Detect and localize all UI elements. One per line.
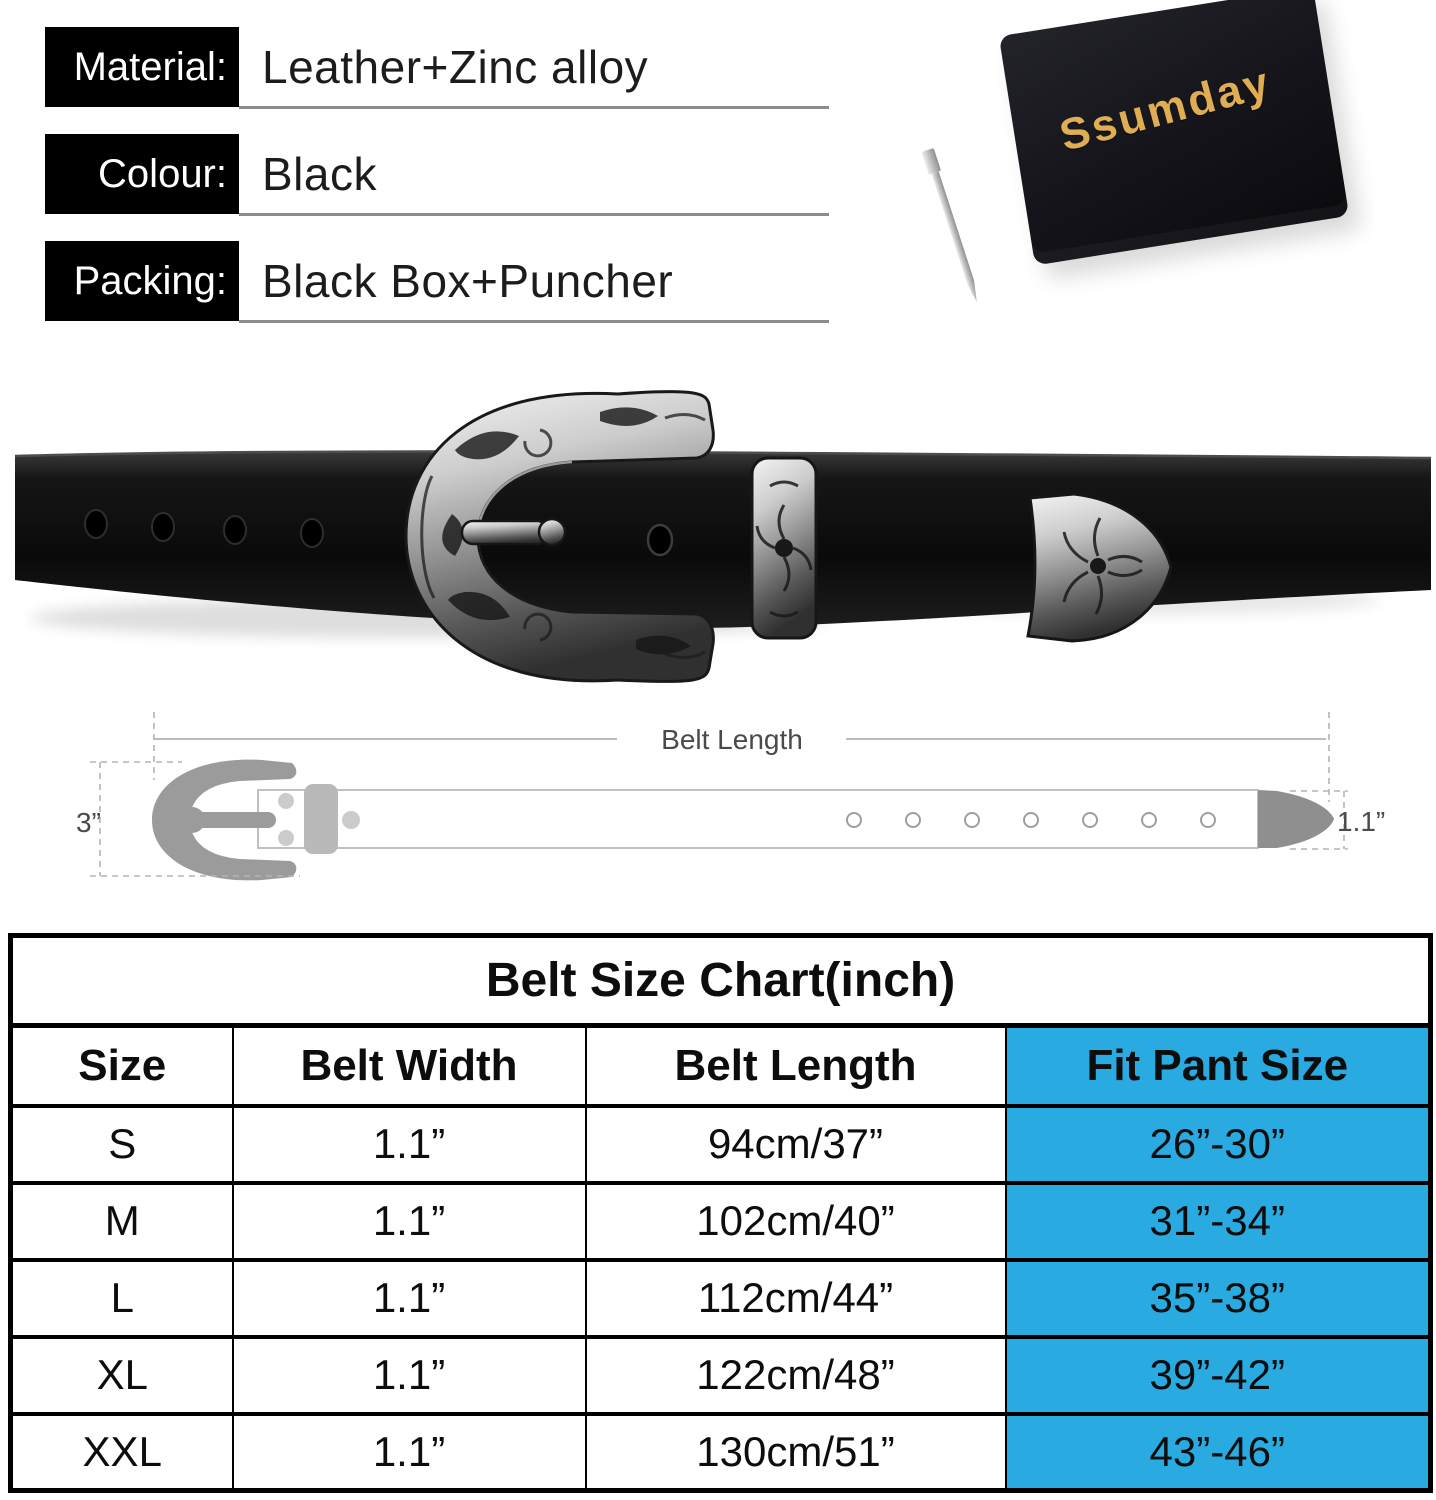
belt-length-label: Belt Length — [661, 724, 803, 755]
puncher-head — [921, 148, 941, 175]
belt-diagram — [0, 700, 1436, 915]
diagram-keeper — [304, 784, 338, 854]
column-header-belt-length: Belt Length — [586, 1026, 1006, 1106]
diagram-tip — [1258, 790, 1334, 848]
size-chart-table — [8, 933, 1433, 1493]
buckle-width-label: 3” — [76, 807, 101, 838]
cell-size: S — [11, 1106, 233, 1183]
material-label: Material: — [45, 27, 239, 107]
packing-value: Black Box+Puncher — [262, 255, 674, 307]
brand-logo: Ssumday — [1054, 57, 1277, 161]
material-value: Leather+Zinc alloy — [262, 41, 649, 93]
cell-belt-length: 122cm/48” — [586, 1337, 1006, 1414]
cell-fit-pant-size: 39”-42” — [1006, 1337, 1431, 1414]
belt-keeper — [752, 458, 816, 638]
cell-fit-pant-size: 26”-30” — [1006, 1106, 1431, 1183]
column-header-size: Size — [11, 1026, 233, 1106]
divider-line — [239, 320, 829, 323]
puncher-shaft — [931, 172, 981, 304]
gift-box-photo — [999, 0, 1349, 265]
cell-belt-width: 1.1” — [233, 1260, 586, 1337]
table-row — [11, 1337, 1431, 1414]
table-row — [11, 1183, 1431, 1260]
cell-fit-pant-size: 31”-34” — [1006, 1183, 1431, 1260]
divider-line — [239, 106, 829, 109]
size-chart-header — [11, 1026, 1431, 1106]
table-row — [11, 1414, 1431, 1491]
diagram-buckle-silhouette — [152, 760, 360, 881]
strap-width-label: 1.1” — [1337, 806, 1386, 837]
buckle-prong — [462, 519, 565, 545]
cell-fit-pant-size: 43”-46” — [1006, 1414, 1431, 1491]
diagram-strap — [258, 790, 1258, 848]
size-chart-title: Belt Size Chart(inch) — [11, 936, 1431, 1026]
belt-photo — [0, 370, 1436, 700]
cell-belt-width: 1.1” — [233, 1106, 586, 1183]
packing-label: Packing: — [45, 241, 239, 321]
cell-belt-length: 130cm/51” — [586, 1414, 1006, 1491]
table-row — [11, 1106, 1431, 1183]
cell-fit-pant-size: 35”-38” — [1006, 1260, 1431, 1337]
cell-belt-width: 1.1” — [233, 1183, 586, 1260]
column-header-belt-width: Belt Width — [233, 1026, 586, 1106]
divider-line — [239, 213, 829, 216]
cell-belt-length: 94cm/37” — [586, 1106, 1006, 1183]
cell-size: XL — [11, 1337, 233, 1414]
table-row — [11, 1260, 1431, 1337]
cell-belt-width: 1.1” — [233, 1337, 586, 1414]
cell-size: M — [11, 1183, 233, 1260]
hole-puncher-tool — [921, 148, 983, 306]
cell-size: L — [11, 1260, 233, 1337]
cell-belt-length: 112cm/44” — [586, 1260, 1006, 1337]
colour-value: Black — [262, 148, 377, 200]
cell-belt-width: 1.1” — [233, 1414, 586, 1491]
colour-label: Colour: — [45, 134, 239, 214]
cell-size: XXL — [11, 1414, 233, 1491]
column-header-fit-pant-size: Fit Pant Size — [1006, 1026, 1431, 1106]
cell-belt-length: 102cm/40” — [586, 1183, 1006, 1260]
